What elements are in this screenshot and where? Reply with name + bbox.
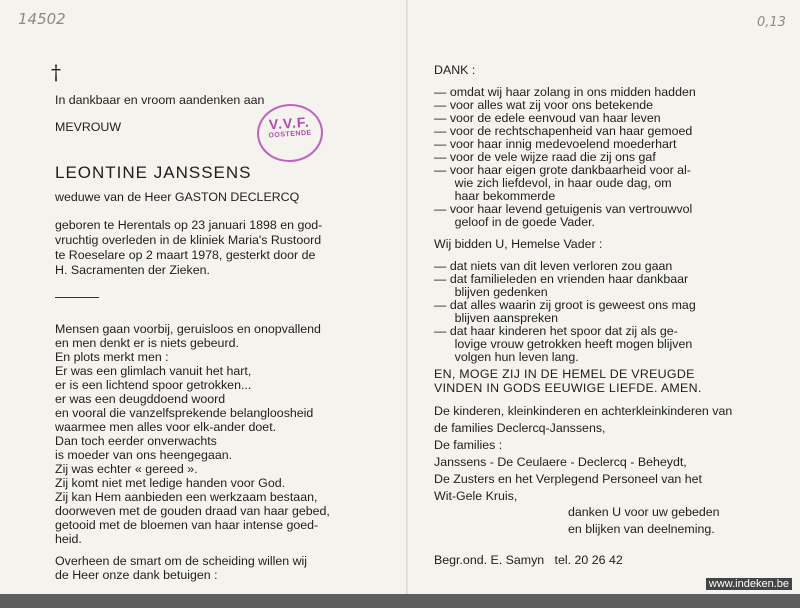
dank-line: — voor haar levend getuigenis van vertrouwvol: [434, 202, 693, 216]
prayer-line: — dat familieleden en vrienden haar dankbaar: [434, 272, 689, 286]
watermark: www.indeken.be: [706, 578, 792, 590]
poem-line: Zij komt niet met ledige handen voor God.: [55, 476, 286, 490]
salutation: MEVROUW: [55, 120, 122, 134]
prayer-line: blijven gedenken: [434, 285, 548, 299]
dank-line: — voor haar innig medevoelend moederhart: [434, 137, 677, 151]
dank-line: — omdat wij haar zolang in ons midden hadden: [434, 85, 696, 99]
poem-line: Er was een glimlach vanuit het hart,: [55, 364, 252, 378]
poem-line: Zij kan Hem aanbieden een werkzaam bestaan,: [55, 490, 318, 504]
prayer-line: — dat alles waarin zij groot is geweest ons mag: [434, 298, 696, 312]
poem-line: En plots merkt men :: [55, 350, 169, 364]
poem-line: er is een lichtend spoor getrokken...: [55, 378, 252, 392]
poem-line: en vooral die vanzelfsprekende belangloosheid: [55, 406, 314, 420]
prayer-line: blijven aanspreken: [434, 311, 558, 325]
family-line: Wit-Gele Kruis,: [434, 489, 518, 503]
thanks-line: en blijken van deelneming.: [568, 522, 715, 536]
dank-line: — voor haar eigen grote dankbaarheid voor al-: [434, 163, 691, 177]
thanks-line: danken U voor uw gebeden: [568, 505, 720, 519]
bio-line: H. Sacramenten der Zieken.: [55, 263, 210, 277]
family-line: De Zusters en het Verplegend Personeel van het: [434, 472, 702, 486]
deceased-name: LEONTINE JANSSENS: [55, 163, 252, 182]
family-line: de families Declercq-Janssens,: [434, 421, 606, 435]
bio-line: te Roeselare op 2 maart 1978, gesterkt door de: [55, 248, 316, 262]
prayer-heading: Wij bidden U, Hemelse Vader :: [434, 237, 603, 251]
separator-line: [55, 297, 99, 298]
dank-line: — voor de edele eenvoud van haar leven: [434, 111, 661, 125]
prayer-line: — dat haar kinderen het spoor dat zij als ge-: [434, 324, 678, 338]
prayer-line: volgen hun leven lang.: [434, 350, 579, 364]
dank-line: — voor de vele wijze raad die zij ons gaf: [434, 150, 656, 164]
bio-line: geboren te Herentals op 23 januari 1898 en god-: [55, 218, 323, 232]
poem-line: Dan toch eerder onverwachts: [55, 434, 217, 448]
poem-line: er was een deugddoend woord: [55, 392, 226, 406]
stamp-line-1: V.V.F.: [268, 113, 311, 133]
dank-line: geloof in de goede Vader.: [434, 215, 595, 229]
poem-line: Zij was echter « gereed ».: [55, 462, 198, 476]
dank-line: — voor de rechtschapenheid van haar gemoed: [434, 124, 693, 138]
stamp-line-2: OOSTENDE: [268, 129, 312, 140]
intro-line: In dankbaar en vroom aandenken aan: [55, 93, 265, 107]
closing-line: Overheen de smart om de scheiding willen wij: [55, 554, 308, 568]
dank-line: — voor alles wat zij voor ons betekende: [434, 98, 654, 112]
card-bottom-edge: [0, 594, 800, 608]
poem-line: is moeder van ons heengegaan.: [55, 448, 233, 462]
dank-heading: DANK :: [434, 63, 476, 77]
moge-line: EN, MOGE ZIJ IN DE HEMEL DE VREUGDE: [434, 367, 695, 381]
page-number: 0,13: [757, 15, 786, 30]
prayer-line: lovige vrouw getrokken heeft mogen blijven: [434, 337, 693, 351]
closing-line: de Heer onze dank betuigen :: [55, 568, 218, 582]
vvf-stamp: [255, 102, 325, 164]
archive-number: 14502: [18, 10, 66, 28]
family-line: De families :: [434, 438, 503, 452]
poem-line: waarmee men alles voor elk-ander doet.: [55, 420, 277, 434]
poem-line: heid.: [55, 532, 82, 546]
poem-line: doorweven met de gouden draad van haar gebed,: [55, 504, 330, 518]
poem-line: Mensen gaan voorbij, geruisloos en onopvallend: [55, 322, 321, 336]
moge-line: VINDEN IN GODS EEUWIGE LIEFDE. AMEN.: [434, 381, 702, 395]
card-fold: [406, 0, 408, 594]
family-line: Janssens - De Ceulaere - Declercq - Beheydt,: [434, 455, 687, 469]
spouse-line: weduwe van de Heer GASTON DECLERCQ: [55, 190, 300, 204]
family-line: De kinderen, kleinkinderen en achterkleinkinderen van: [434, 404, 733, 418]
dank-line: wie zich liefdevol, in haar oude dag, om: [434, 176, 672, 190]
poem-line: getooid met de bloemen van haar intense goed-: [55, 518, 319, 532]
cross-icon: †: [51, 60, 61, 84]
undertaker-line: Begr.ond. E. Samyn tel. 20 26 42: [434, 553, 623, 567]
dank-line: haar bekommerde: [434, 189, 556, 203]
prayer-line: — dat niets van dit leven verloren zou gaan: [434, 259, 673, 273]
poem-line: en men denkt er is niets gebeurd.: [55, 336, 239, 350]
bio-line: vruchtig overleden in de kliniek Maria's Rustoord: [55, 233, 322, 247]
